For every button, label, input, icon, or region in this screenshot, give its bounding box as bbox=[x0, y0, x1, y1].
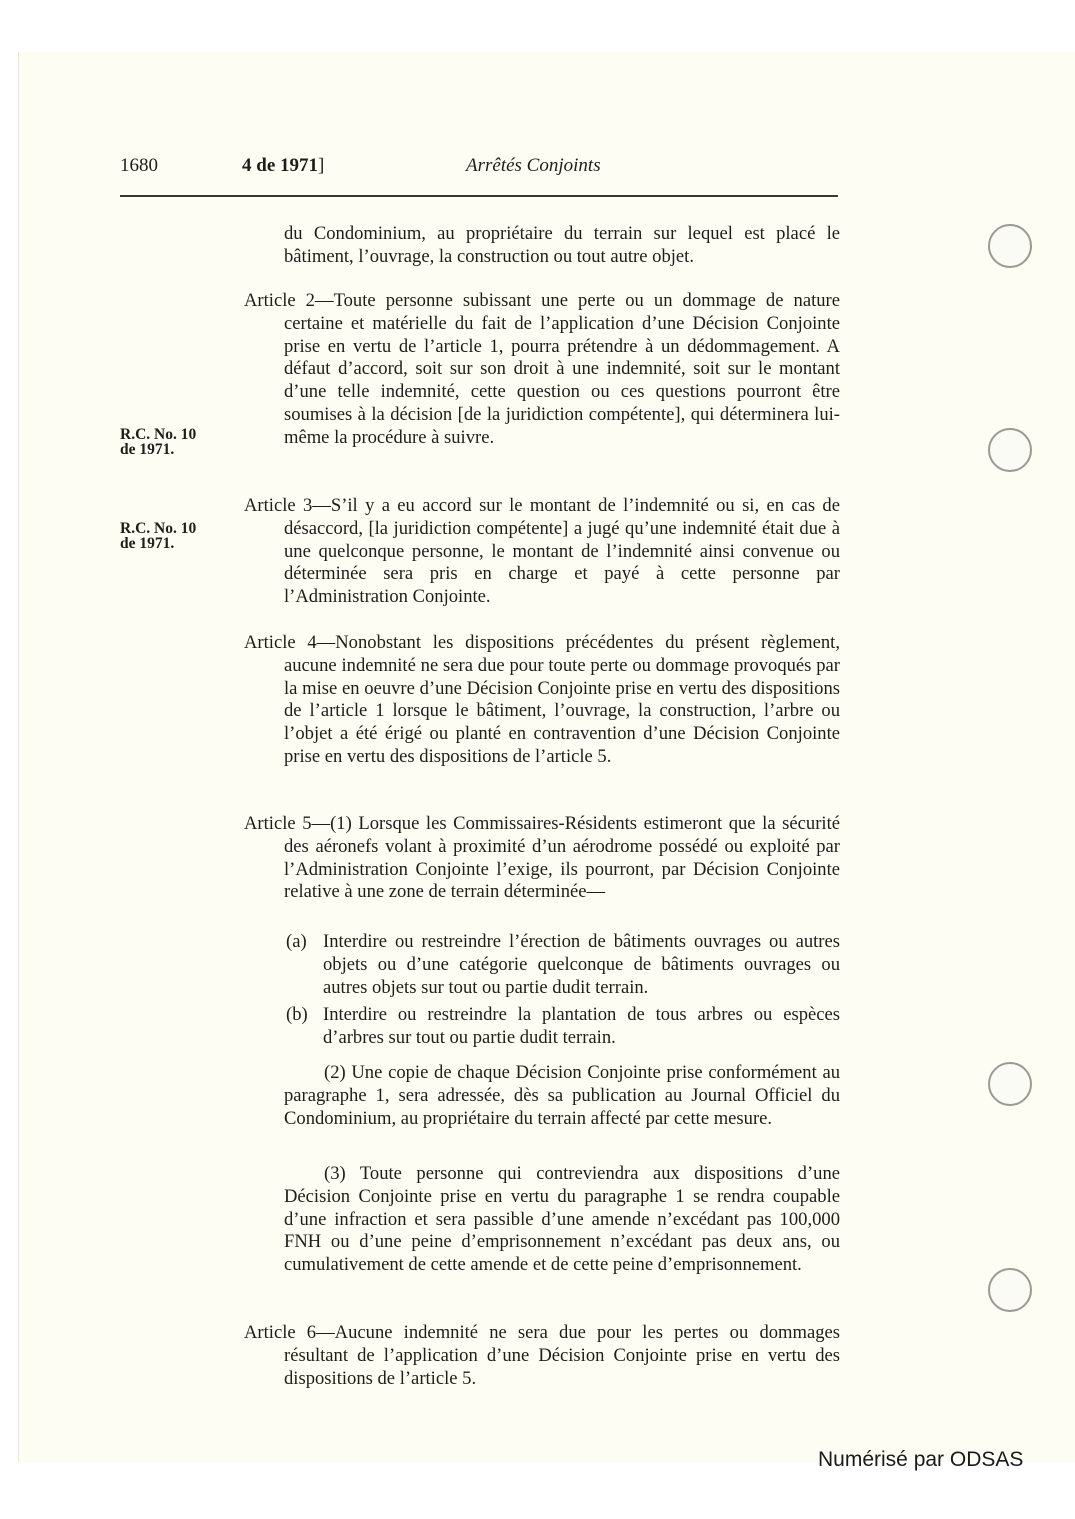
article-4: Article 4—Nonobstant les dispositions précédentes du présent règlement, aucune indemnité ne sera due pour toute perte ou dommage provoqués par la mise en oeuvre d’une Décision Conjointe prise en vertu des dispositions de l’article 1 lorsque le bâtiment, l’ouvrage, la construction, l’arbre ou l’objet a été érigé ou planté en contravention d’une Décision Conjointe prise en vertu des dispositions de l’article 5. bbox=[244, 632, 840, 767]
header-title: Arrêtés Conjoints bbox=[466, 155, 601, 176]
article-5-paragraph-2: (2) Une copie de chaque Décision Conjointe prise conformément au paragraphe 1, sera adressée, dès sa publication au Journal Officiel du Condominium, au propriétaire du terrain affecté par cette mesure. bbox=[284, 1062, 840, 1129]
header-reference-bracket: ] bbox=[318, 155, 325, 176]
margin-note bbox=[120, 427, 196, 457]
article-5-paragraph-3: (3) Toute personne qui contreviendra aux dispositions d’une Décision Conjointe prise en vertu du paragraphe 1 se rendra coupable d’une infraction et sera passible d’une amende n’excédant pas 100,000 FNH ou d’une peine d’emprisonnement n’excédant pas deux ans, ou cumulativement de cette amende et de cette peine d’emprisonnement. bbox=[284, 1163, 840, 1276]
margin-note-line: de 1971. bbox=[120, 535, 175, 552]
margin-note-line: de 1971. bbox=[120, 441, 175, 458]
article-5-item-a: Interdire ou restreindre l’érection de bâtiments ouvrages ou autres objets ou d’une catégorie quelconque de bâtiments ouvrages ou autres objets sur tout ou partie dudit terrain. bbox=[323, 931, 840, 998]
article-2: Article 2—Toute personne subissant une perte ou un dommage de nature certaine et matérielle du fait de l’application d’une Décision Conjointe prise en vertu de l’article 1, pourra prétendre à un dédommagement. A défaut d’accord, soit sur son droit à une indemnité, soit sur le montant d’une telle indemnité, cette question ou ces questions pourront être soumises à la décision [de la juridiction compétente], qui déterminera lui-même la procédure à suivre. bbox=[244, 290, 840, 448]
article-5-item-b-label: (b) bbox=[286, 1004, 308, 1025]
article-5-item-a-label: (a) bbox=[286, 931, 307, 952]
margin-note-line: R.C. No. 10 bbox=[120, 520, 197, 537]
punch-hole bbox=[988, 224, 1032, 268]
header-reference bbox=[242, 154, 324, 178]
paragraph-continuation: du Condominium, au propriétaire du terrain sur lequel est placé le bâtiment, l’ouvrage, la construction ou tout autre objet. bbox=[284, 223, 840, 267]
digitization-watermark: Numérisé par ODSAS bbox=[818, 1448, 1024, 1471]
punch-hole bbox=[988, 1062, 1032, 1106]
header-rule bbox=[120, 195, 838, 197]
article-5-item-b: Interdire ou restreindre la plantation de tous arbres ou espèces d’arbres sur tout ou partie dudit terrain. bbox=[323, 1004, 840, 1048]
article-6: Article 6—Aucune indemnité ne sera due pour les pertes ou dommages résultant de l’application d’une Décision Conjointe prise en vertu des dispositions de l’article 5. bbox=[244, 1322, 840, 1389]
margin-note-line: R.C. No. 10 bbox=[120, 426, 197, 443]
article-5: Article 5—(1) Lorsque les Commissaires-Résidents estimeront que la sécurité des aéronefs volant à proximité d’un aérodrome possédé ou exploité par l’Administration Conjointe l’exige, ils pourront, par Décision Conjointe relative à une zone de terrain déterminée— bbox=[244, 813, 840, 903]
page-number: 1680 bbox=[120, 155, 158, 176]
punch-hole bbox=[988, 1268, 1032, 1312]
punch-hole bbox=[988, 428, 1032, 472]
header-reference-text: 4 de 1971 bbox=[242, 155, 318, 176]
margin-note bbox=[120, 521, 196, 551]
article-3: Article 3—S’il y a eu accord sur le montant de l’indemnité ou si, en cas de désaccord, [la juridiction compétente] a jugé qu’une indemnité était due à une quelconque personne, le montant de l’indemnité ainsi convenue ou déterminée sera pris en charge et payé à cette personne par l’Administration Conjointe. bbox=[244, 495, 840, 608]
